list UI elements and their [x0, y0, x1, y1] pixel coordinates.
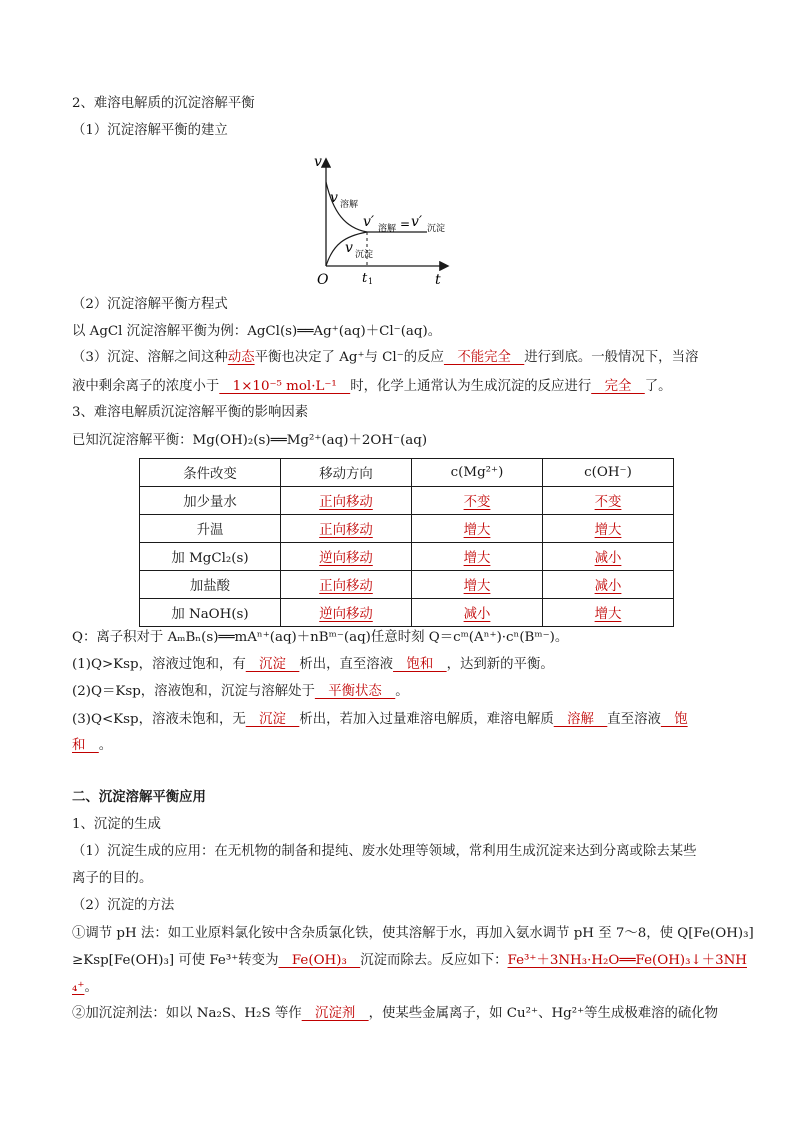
- answer-precipitate: 沉淀: [245, 712, 300, 727]
- table-header: c(OH⁻): [543, 459, 674, 487]
- y-axis-label: v: [314, 154, 322, 170]
- subsection-2-3-line2: 液中剩余离子的浓度小于 1×10⁻⁵ mol·L⁻¹ 时，化学上通常认为生成沉淀的反应进行 完全 了。: [72, 379, 672, 394]
- answer-saturated-part1: 饱: [660, 712, 688, 727]
- answer-saturated-part2: 和: [72, 738, 99, 753]
- ph-method-line2: ≥Ksp[Fe(OH)₃] 可使 Fe³⁺转变为 Fe(OH)₃ 沉淀而除去。反应如下：Fe³⁺＋3NH₃·H₂O══Fe(OH)₃↓＋3NH: [72, 953, 747, 968]
- table-cell: 减小: [543, 543, 674, 571]
- table-header-row: [140, 459, 674, 487]
- q-case-2: (2)Q＝Ksp，溶液饱和，沉淀与溶解处于 平衡状态 。: [72, 684, 409, 699]
- eq-sign: =: [400, 217, 411, 231]
- table-cell: 减小: [543, 571, 674, 599]
- ph-method-line1: ①调节 pH 法：如工业原料氯化铵中含杂质氯化铁，使其溶解于水，再加入氨水调节 pH 至 7～8，使 Q[Fe(OH)₃]: [72, 926, 754, 941]
- table-cell: 正向移动: [281, 571, 412, 599]
- v-precip-sub: 沉淀: [355, 250, 374, 260]
- table-row: [140, 543, 674, 571]
- application-line1: （1）沉淀生成的应用：在无机物的制备和提纯、废水处理等领域，常利用生成沉淀来达到分离或除去某些: [72, 844, 697, 859]
- table-row: [140, 515, 674, 543]
- q-case-1: (1)Q>Ksp，溶液过饱和，有 沉淀 析出，直至溶液 饱和 ，达到新的平衡。: [72, 657, 554, 672]
- t1-subscript: 1: [368, 277, 374, 286]
- v-dissolve-sub: 溶解: [340, 200, 359, 210]
- mgoh2-equilibrium: 已知沉淀溶解平衡：Mg(OH)₂(s)══Mg²⁺(aq)＋2OH⁻(aq): [72, 433, 428, 448]
- answer-incomplete: 不能完全: [443, 350, 525, 365]
- equilibrium-graph: [305, 152, 465, 288]
- answer-dissolve: 溶解: [553, 712, 608, 727]
- answer-equilibrium: 平衡状态: [314, 684, 396, 699]
- table-cell: 正向移动: [281, 515, 412, 543]
- section-3-title: 3、难溶电解质沉淀溶解平衡的影响因素: [72, 405, 309, 420]
- table-cell: 逆向移动: [281, 543, 412, 571]
- table-cell: 加 NaOH(s): [140, 599, 281, 627]
- q-case-3-line1: (3)Q<Ksp，溶液未饱和，无 沉淀 析出，若加入过量难溶电解质，难溶电解质 溶解 直至溶液 饱: [72, 712, 688, 727]
- table-cell: 不变: [543, 487, 674, 515]
- methods-title: （2）沉淀的方法: [72, 898, 175, 913]
- answer-precipitate: 沉淀: [245, 657, 300, 672]
- part-2-title: 二、沉淀溶解平衡应用: [72, 790, 206, 805]
- answer-reaction: Fe³⁺＋3NH₃·H₂O══Fe(OH)₃↓＋3NH: [507, 953, 747, 968]
- q-definition: Q：离子积对于 AₘBₙ(s)══mAⁿ⁺(aq)＋nBᵐ⁻(aq)任意时刻 Q＝cᵐ(Aⁿ⁺)·cⁿ(Bᵐ⁻)。: [72, 630, 569, 645]
- origin-label: O: [317, 272, 329, 288]
- ph-method-line3: ₄⁺。: [72, 980, 98, 995]
- table-row: [140, 487, 674, 515]
- subsection-2-1: （1）沉淀溶解平衡的建立: [72, 123, 228, 138]
- table-cell: 不变: [412, 487, 543, 515]
- table-cell: 逆向移动: [281, 599, 412, 627]
- q-case-3-line2: 和 。: [72, 738, 113, 753]
- subsection-2-3-line1: （3）沉淀、溶解之间这种动态平衡也决定了 Ag⁺与 Cl⁻的反应 不能完全 进行到底。一般情况下，当溶: [72, 350, 699, 365]
- answer-precipitant: 沉淀剂: [301, 1006, 369, 1021]
- table-row: [140, 571, 674, 599]
- answer-concentration: 1×10⁻⁵ mol·L⁻¹: [219, 379, 351, 394]
- influence-table: [139, 458, 674, 627]
- eq-left-label: v′: [363, 214, 375, 230]
- table-cell: 增大: [543, 515, 674, 543]
- subsection-2-2: （2）沉淀溶解平衡方程式: [72, 297, 228, 312]
- subsection-1-title: 1、沉淀的生成: [72, 817, 161, 832]
- eq-right-sub: 沉淀: [427, 224, 446, 234]
- table-cell: 加 MgCl₂(s): [140, 543, 281, 571]
- answer-complete: 完全: [591, 379, 645, 394]
- x-axis-label: t: [435, 272, 441, 288]
- v-dissolve-label: v: [330, 190, 338, 206]
- table-cell: 增大: [412, 543, 543, 571]
- table-cell: 减小: [412, 599, 543, 627]
- answer-reaction-tail: ₄⁺: [72, 980, 85, 995]
- table-header: 条件改变: [140, 459, 281, 487]
- table-row: [140, 599, 674, 627]
- t1-label: t: [362, 271, 368, 286]
- table-header: c(Mg²⁺): [412, 459, 543, 487]
- eq-left-sub: 溶解: [378, 224, 397, 234]
- table-cell: 加少量水: [140, 487, 281, 515]
- application-line2: 离子的目的。: [72, 871, 153, 886]
- table-cell: 加盐酸: [140, 571, 281, 599]
- answer-saturated: 饱和: [393, 657, 447, 672]
- table-cell: 增大: [412, 571, 543, 599]
- table-cell: 增大: [412, 515, 543, 543]
- agcl-equation: 以 AgCl 沉淀溶解平衡为例：AgCl(s)══Ag⁺(aq)＋Cl⁻(aq)。: [72, 324, 442, 339]
- table-cell: 正向移动: [281, 487, 412, 515]
- answer-dynamic: 动态: [227, 350, 255, 365]
- v-precip-label: v: [345, 240, 353, 256]
- eq-right-label: v′: [411, 214, 423, 230]
- table-header: 移动方向: [281, 459, 412, 487]
- answer-feoh3: Fe(OH)₃: [278, 953, 361, 968]
- reagent-method-line: ②加沉淀剂法：如以 Na₂S、H₂S 等作 沉淀剂 ，使某些金属离子，如 Cu²⁺、Hg²⁺等生成极难溶的硫化物: [72, 1006, 719, 1021]
- table-cell: 升温: [140, 515, 281, 543]
- table-cell: 增大: [543, 599, 674, 627]
- section-2-title: 2、难溶电解质的沉淀溶解平衡: [72, 96, 255, 111]
